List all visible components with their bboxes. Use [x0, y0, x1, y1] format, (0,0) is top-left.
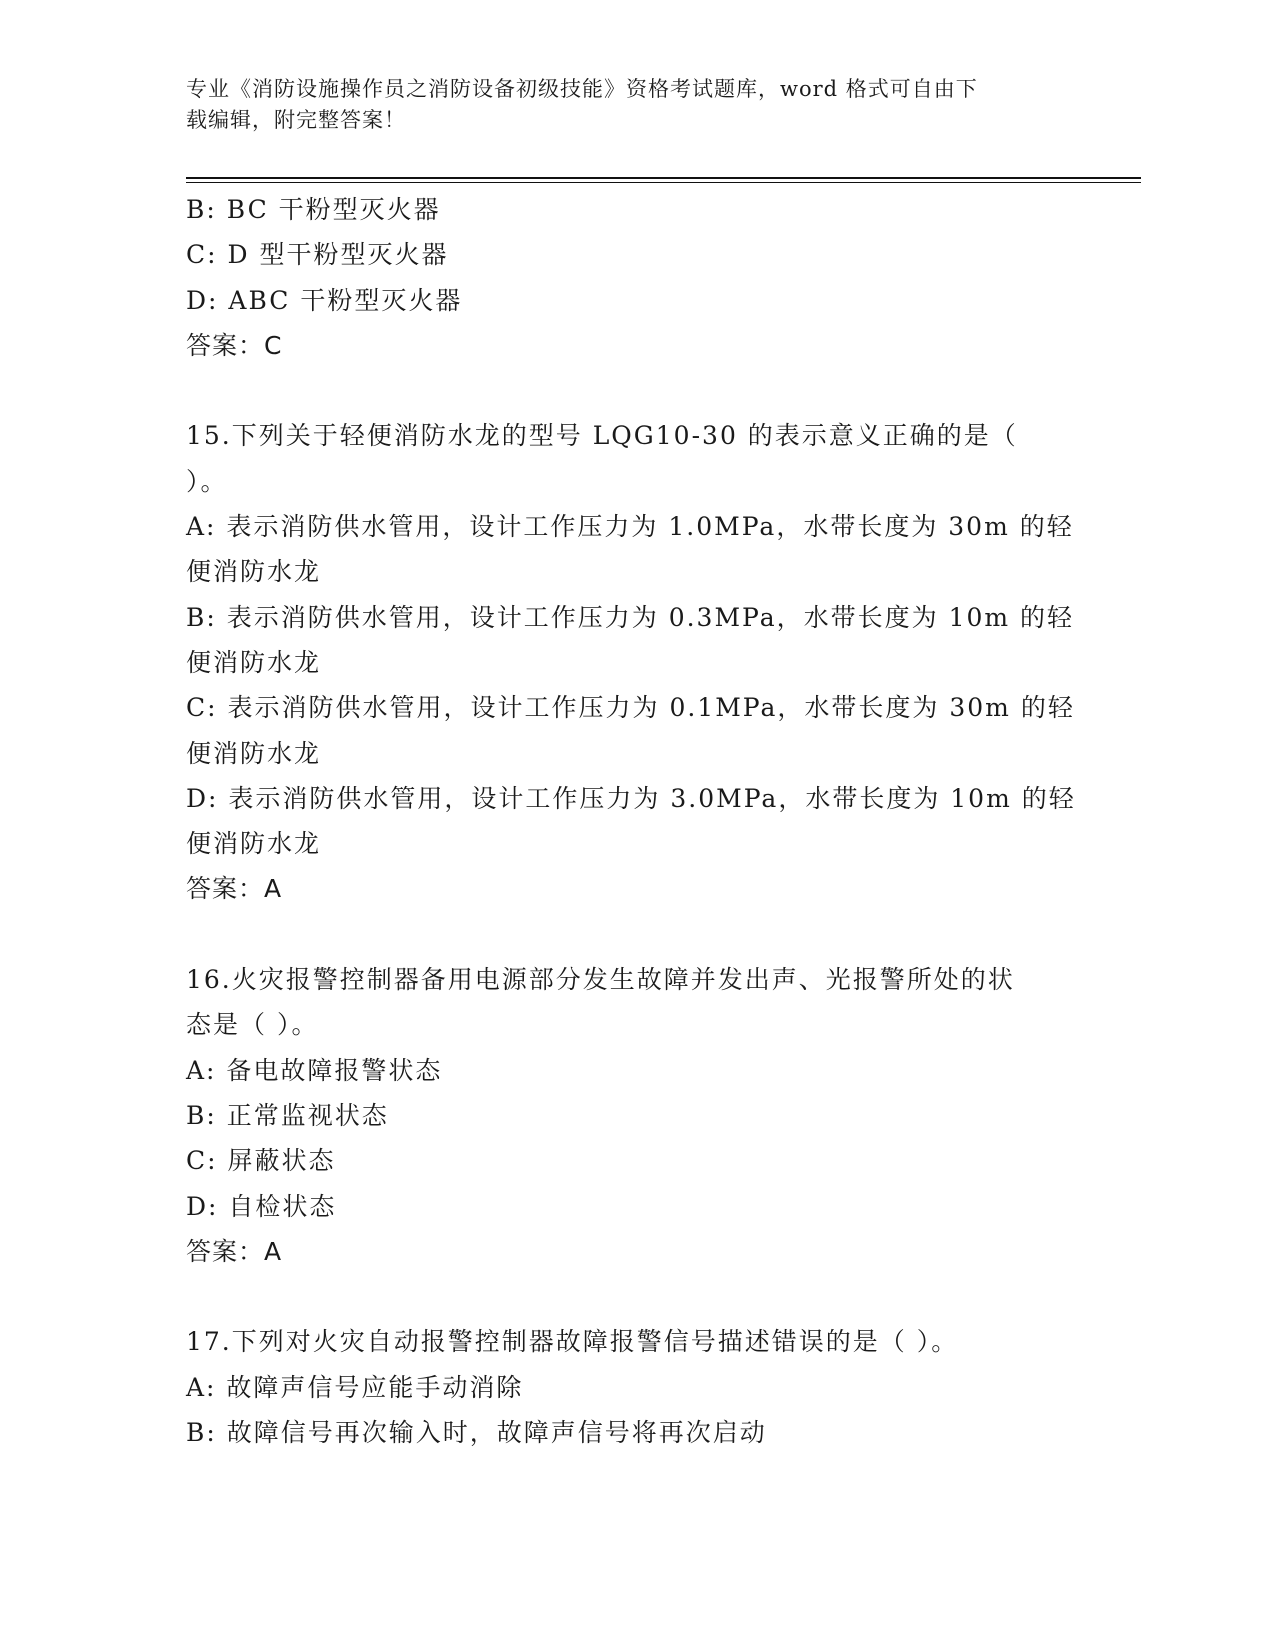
option-a: A: 故障声信号应能手动消除 [186, 1372, 524, 1402]
option-b: B: BC 干粉型灭火器 [186, 195, 441, 224]
question-17 [186, 1319, 1086, 1455]
question-15 [186, 413, 1086, 911]
question-stem-cont: 态是（ ）。 [186, 1010, 319, 1040]
option-c: C: D 型干粉型灭火器 [186, 240, 449, 270]
option-a-cont: 便消防水龙 [186, 557, 322, 587]
question-stem: 15.下列关于轻便消防水龙的型号 LQG10-30 的表示意义正确的是（ [186, 421, 1018, 451]
question-stem: 17.下列对火灾自动报警控制器故障报警信号描述错误的是（ ）。 [186, 1327, 959, 1357]
question-stem-cont: ）。 [186, 466, 228, 496]
option-b: B: 故障信号再次输入时，故障声信号将再次启动 [186, 1418, 767, 1448]
header-divider-thick [186, 177, 1141, 179]
option-c: C: 表示消防供水管用，设计工作压力为 0.1MPa，水带长度为 30m 的轻 [186, 693, 1075, 723]
spacer [186, 368, 1086, 413]
document-header [186, 74, 1066, 136]
option-d: D: 表示消防供水管用，设计工作压力为 3.0MPa，水带长度为 10m 的轻 [186, 783, 1076, 813]
option-d-cont: 便消防水龙 [186, 829, 322, 859]
question-list [186, 187, 1086, 1455]
option-d: D: 自检状态 [186, 1191, 337, 1221]
option-b-cont: 便消防水龙 [186, 647, 322, 677]
option-c: C: 屏蔽状态 [186, 1146, 336, 1176]
option-a: A: 备电故障报警状态 [186, 1055, 443, 1085]
answer-line: 答案：C [186, 330, 283, 360]
question-stem: 16.火灾报警控制器备用电源部分发生故障并发出声、光报警所处的状 [186, 965, 1015, 995]
spacer [186, 912, 1086, 957]
option-d: D: ABC 干粉型灭火器 [186, 285, 463, 315]
question-16 [186, 957, 1086, 1274]
option-b: B: 表示消防供水管用，设计工作压力为 0.3MPa，水带长度为 10m 的轻 [186, 602, 1075, 632]
option-b: B: 正常监视状态 [186, 1100, 389, 1130]
question-14 [186, 187, 1086, 368]
spacer [186, 1274, 1086, 1319]
header-divider-thin [186, 182, 1141, 183]
header-line-1: 专业《消防设施操作员之消防设备初级技能》资格考试题库，word 格式可自由下 [186, 77, 978, 101]
header-line-2: 载编辑，附完整答案！ [186, 108, 406, 132]
answer-line: 答案：A [186, 874, 283, 904]
option-a: A: 表示消防供水管用，设计工作压力为 1.0MPa，水带长度为 30m 的轻 [186, 512, 1074, 542]
option-c-cont: 便消防水龙 [186, 738, 322, 768]
answer-line: 答案：A [186, 1236, 283, 1266]
